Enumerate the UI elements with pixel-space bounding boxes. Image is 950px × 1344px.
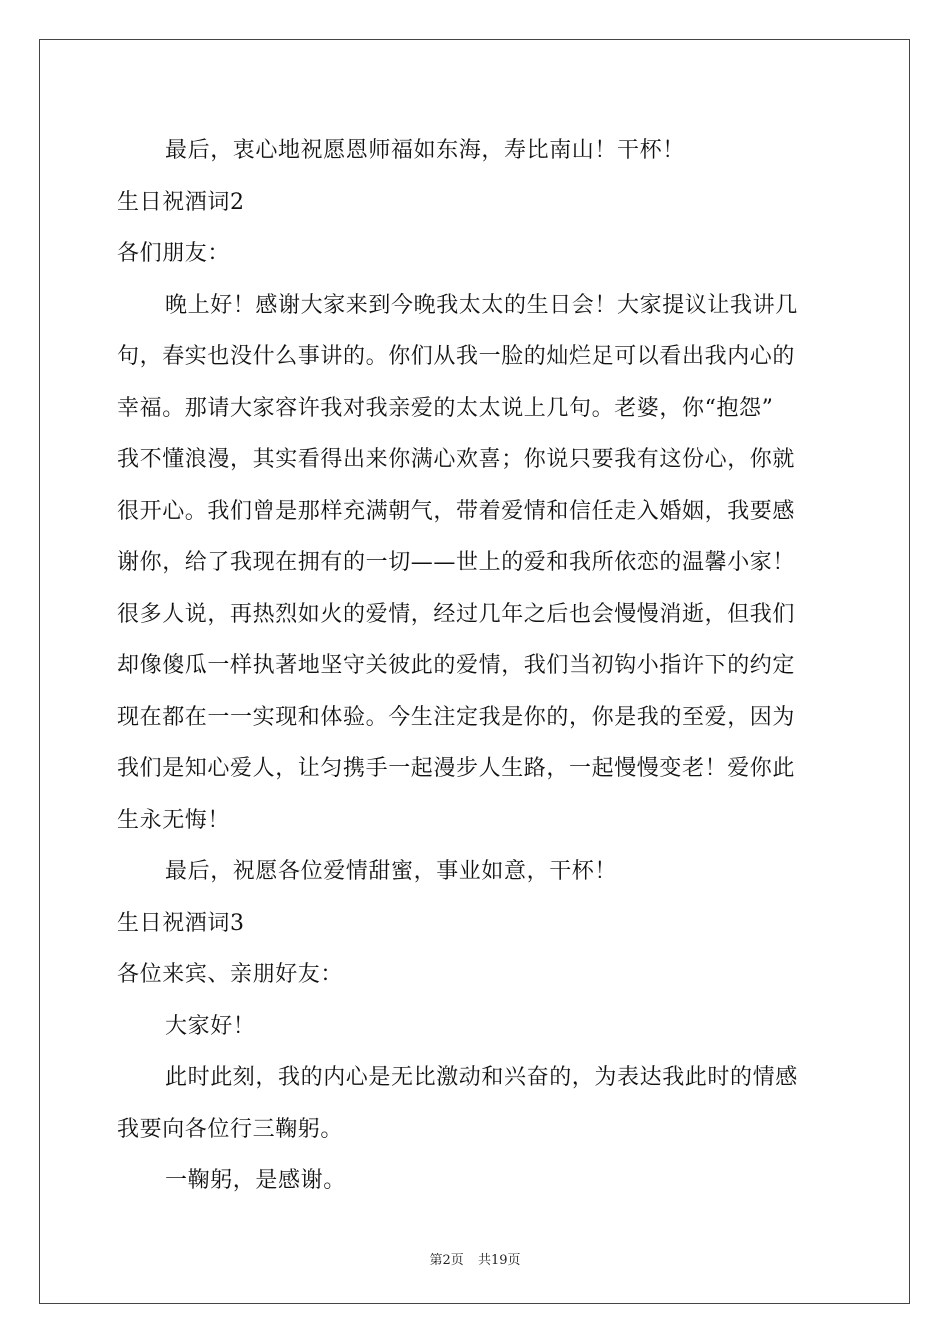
- text-line: 很多人说，再热烈如火的爱情，经过几年之后也会慢慢消逝，但我们: [117, 601, 796, 627]
- text-line: 句，春实也没什么事讲的。你们从我一脸的灿烂足可以看出我内心的: [117, 344, 796, 369]
- salutation: 大家好！: [165, 1013, 256, 1039]
- greeting-3: 各位来宾、亲朋好友：: [117, 962, 344, 987]
- text-line: 却像傻瓜一样执著地坚守关彼此的爱情，我们当初钩小指许下的约定: [117, 653, 796, 678]
- text-line: 此时此刻，我的内心是无比激动和兴奋的，为表达我此时的情感: [165, 1065, 798, 1090]
- section-heading-3: 生日祝酒词3: [117, 910, 245, 936]
- speech-paragraph-3: [117, 1052, 833, 1155]
- text-line: 很开心。我们曾是那样充满朝气，带着爱情和信任走入婚姻，我要感: [117, 498, 796, 524]
- section-heading-2: 生日祝酒词2: [117, 189, 245, 215]
- closing-toast-2: 最后，祝愿各位爱情甜蜜，事业如意，干杯！: [165, 859, 618, 884]
- speech-paragraph-2: [117, 280, 833, 847]
- text-line: 生永无悔！: [117, 807, 231, 833]
- text-line: 我们是知心爱人，让匀携手一起漫步人生路，一起慢慢变老！爱你此: [117, 756, 796, 781]
- text-line: 我不懂浪漫，其实看得出来你满心欢喜；你说只要我有这份心，你就: [117, 447, 796, 472]
- document-body: [117, 125, 833, 1207]
- page-footer: [0, 1249, 950, 1268]
- text-line: 幸福。那请大家容许我对我亲爱的太太说上几句。老婆，你“抱怨”: [117, 395, 774, 421]
- text-line: 我要向各位行三鞠躬。: [117, 1116, 344, 1142]
- first-bow: 一鞠躬，是感谢。: [165, 1168, 346, 1193]
- greeting-2: 各们朋友：: [117, 241, 231, 266]
- text-line: 晚上好！感谢大家来到今晚我太太的生日会！大家提议让我讲几: [165, 292, 798, 318]
- text-line: 谢你，给了我现在拥有的一切——世上的爱和我所依恋的温馨小家！: [117, 550, 796, 575]
- text-line: 现在都在一一实现和体验。今生注定我是你的，你是我的至爱，因为: [117, 704, 796, 730]
- page-total: 共19页: [477, 1253, 521, 1268]
- closing-toast-1: 最后，衷心地祝愿恩师福如东海，寿比南山！干杯！: [165, 138, 685, 163]
- page-number: 第2页: [429, 1253, 464, 1268]
